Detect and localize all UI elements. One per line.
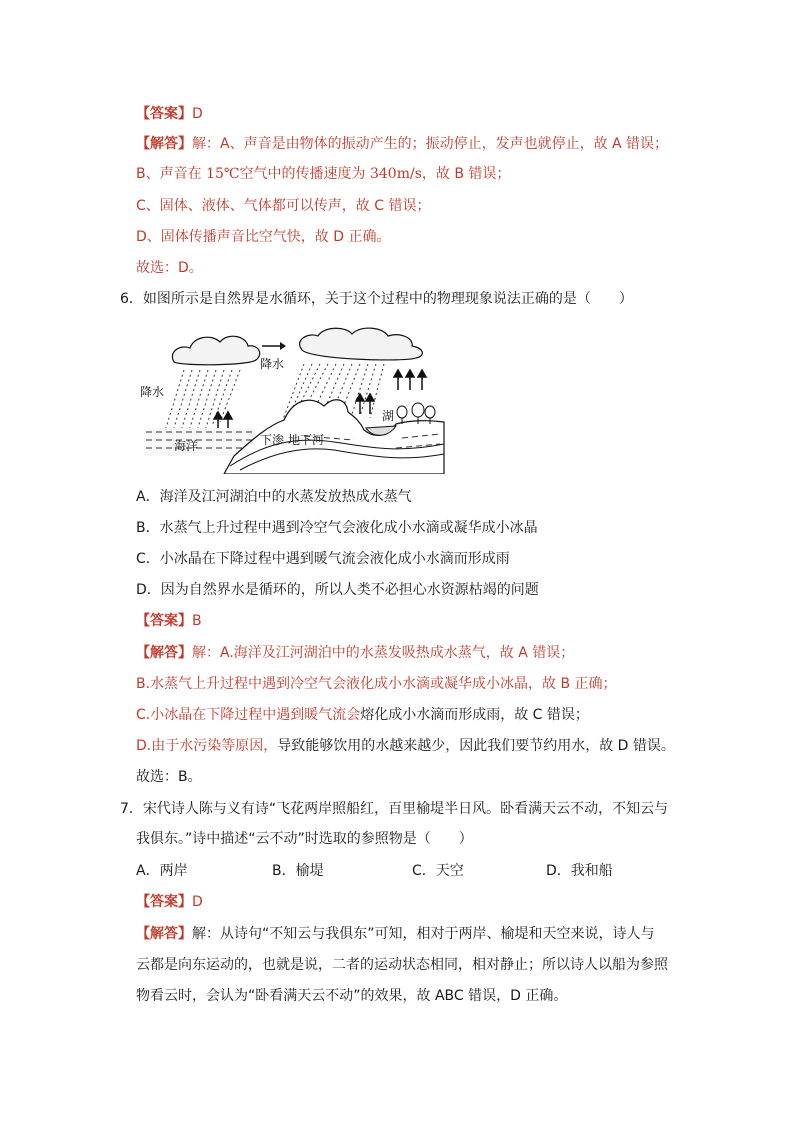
q6-option-a: A．海洋及江河湖泊中的水蒸发放热成水蒸气 — [136, 489, 412, 505]
analysis-text-part: 熔化成小水滴而形成雨，故 C 错误； — [360, 707, 589, 723]
label-seep: 下渗 — [260, 433, 285, 447]
analysis-tag: 【解答】 — [136, 136, 192, 152]
land — [224, 400, 444, 474]
q6-analysis-line2: B.水蒸气上升过程中遇到冷空气会液化成小水滴或凝华成小冰晶，故 B 正确； — [136, 676, 617, 692]
answer-tag: 【答案】 — [136, 894, 192, 910]
answer-value: D — [192, 894, 203, 910]
q7-analysis-line3: 物看云时，会认为“卧看满天云不动”的效果，故 ABC 错误，D 正确。 — [136, 988, 568, 1004]
q6-option-c: C．小冰晶在下降过程中遇到暖气流会液化成小水滴而形成雨 — [136, 551, 510, 567]
q7-option-a: A．两岸 — [136, 863, 188, 879]
label-lake: 湖 — [382, 409, 395, 423]
analysis-text-part: D.由于水污染等原因， — [136, 738, 278, 754]
q6-option-d: D．因为自然界水是循环的，所以人类不必担心水资源枯竭的问题 — [136, 582, 539, 598]
q7-option-c: C．天空 — [412, 863, 464, 879]
q7-stem-line1: 7．宋代诗人陈与义有诗“飞花两岸照船红，百里榆堤半日风。卧看满天云不动，不知云与 — [120, 801, 669, 817]
q6-analysis-line3 — [136, 705, 589, 725]
q5-analysis-line2 — [136, 164, 510, 184]
q6-analysis-line4 — [136, 736, 675, 756]
q5-analysis-line4: D、固体传播声音比空气快，故 D 正确。 — [136, 229, 391, 245]
q6-answer-line — [136, 611, 202, 631]
answer-tag: 【答案】 — [136, 613, 192, 629]
q6-option-b: B．水蒸气上升过程中遇到冷空气会液化成小水滴或凝华成小冰晶 — [136, 520, 538, 536]
analysis-text: 解：A.海洋及江河湖泊中的水蒸发吸热成水蒸气，故 A 错误； — [192, 645, 575, 661]
q7-option-d: D．我和船 — [546, 863, 613, 879]
q6-stem: 6．如图所示是自然界是水循环，关于这个过程中的物理现象说法正确的是（ ） — [120, 291, 633, 307]
q7-analysis-line1 — [136, 924, 655, 944]
answer-value: B — [192, 613, 202, 629]
q7-option-b: B．榆堤 — [272, 863, 324, 879]
left-cloud — [172, 336, 259, 365]
q7-options — [136, 861, 696, 881]
analysis-tag: 【解答】 — [136, 926, 192, 942]
analysis-text-part: 导致能够饮用的水越来越少，因此我们要节约用水，故 D 错误。 — [277, 738, 675, 754]
analysis-tag: 【解答】 — [136, 645, 192, 661]
analysis-text-part: C.小冰晶在下降过程中遇到暖气流会 — [136, 707, 361, 723]
analysis-text-part: B、声音在 — [136, 166, 207, 182]
q7-answer-line — [136, 892, 203, 912]
label-rain-left: 降水 — [140, 385, 165, 399]
analysis-text-part: 15℃空气中的传播速度为 340m/s — [206, 166, 422, 182]
q5-analysis-line1 — [136, 134, 668, 154]
q7-stem-line2: 我俱东。”诗中描述“云不动”时选取的参照物是（ ） — [136, 831, 473, 847]
q5-analysis-line3: C、固体、液体、气体都可以传声，故 C 错误； — [136, 198, 431, 214]
q6-analysis-line1 — [136, 643, 574, 663]
water-cycle-figure — [134, 326, 448, 474]
q5-answer-line — [136, 104, 203, 124]
wind-arrow-icon — [262, 342, 286, 350]
q6-choose: 故选：B。 — [136, 769, 202, 785]
analysis-text-part: ，故 B 错误； — [421, 166, 511, 182]
label-rain-top: 降水 — [260, 357, 285, 371]
analysis-text: 解：A、声音是由物体的振动产生的；振动停止，发声也就停止，故 A 错误； — [192, 136, 669, 152]
q5-choose: 故选：D。 — [136, 260, 203, 276]
q7-analysis-line2: 云都是向东运动的，也就是说，二者的运动状态相同，相对静止；所以诗人以船为参照 — [136, 957, 668, 973]
label-underground-river: 地下河 — [288, 433, 325, 447]
answer-value: D — [192, 106, 203, 122]
analysis-text: 解：从诗句“不知云与我俱东”可知，相对于两岸、榆堤和天空来说，诗人与 — [192, 926, 655, 942]
answer-tag: 【答案】 — [136, 106, 192, 122]
label-ocean: 海洋 — [174, 439, 199, 453]
top-cloud — [300, 328, 423, 360]
